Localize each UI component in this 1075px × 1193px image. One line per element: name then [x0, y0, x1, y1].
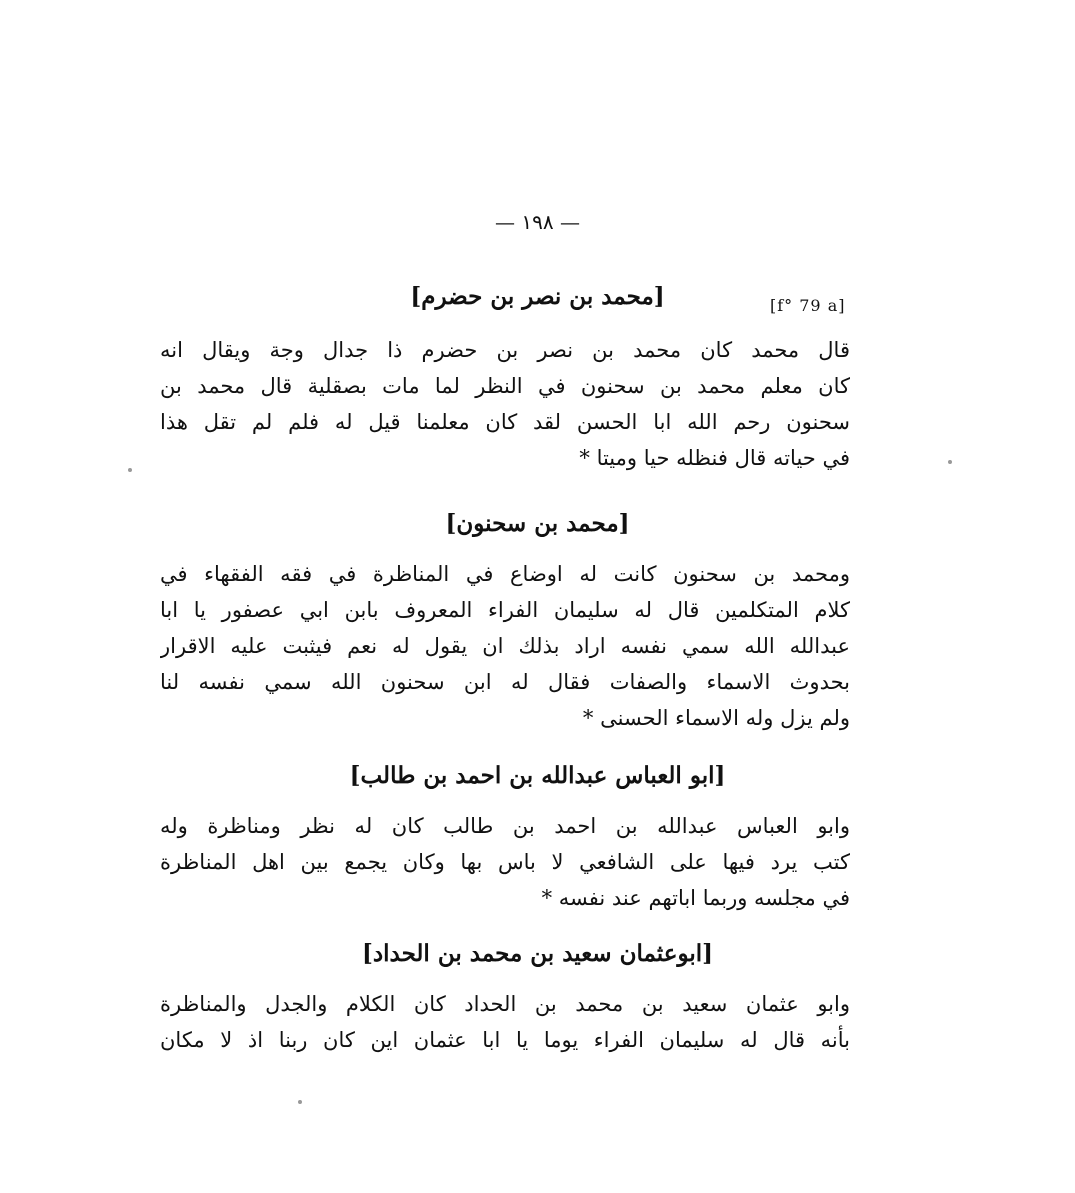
text-line: قال محمد كان محمد بن نصر بن حضرم ذا جدال وجة ويقال انه	[160, 338, 850, 362]
page-number: — ١٩٨ —	[495, 210, 580, 234]
scan-speck	[128, 468, 132, 472]
folio-reference: [f° 79 a]	[770, 296, 846, 315]
section-heading-1: [محمد بن نصر بن حضرم]	[410, 283, 665, 310]
text-line: بحدوث الاسماء والصفات فقال له ابن سحنون الله سمي نفسه لنا	[160, 670, 850, 694]
text-line: كان معلم محمد بن سحنون في النظر لما مات بصقلية قال محمد بن	[160, 374, 850, 398]
section-paragraph-1	[160, 332, 850, 476]
text-line: بأنه قال له سليمان الفراء يوما يا ابا عثمان اين كان ربنا اذ لا مكان	[160, 1028, 850, 1052]
text-line: وابو العباس عبدالله بن احمد بن طالب كان له نظر ومناظرة وله	[160, 814, 850, 838]
scan-speck	[948, 460, 952, 464]
section-heading-2: [محمد بن سحنون]	[445, 510, 630, 537]
text-line: في مجلسه وربما اباتهم عند نفسه *	[541, 886, 850, 910]
text-line: كتب يرد فيها على الشافعي لا باس بها وكان يجمع بين اهل المناظرة	[160, 850, 850, 874]
text-line: سحنون رحم الله ابا الحسن لقد كان معلمنا قيل له فلم لم تقل هذا	[160, 410, 850, 434]
text-line: ومحمد بن سحنون كانت له اوضاع في المناظرة في فقه الفقهاء في	[160, 562, 850, 586]
section-heading-4: [ابوعثمان سعيد بن محمد بن الحداد]	[361, 940, 714, 967]
section-paragraph-2	[160, 556, 850, 736]
section-heading-3: [ابو العباس عبدالله بن احمد بن طالب]	[349, 762, 726, 789]
text-line: وابو عثمان سعيد بن محمد بن الحداد كان الكلام والجدل والمناظرة	[160, 992, 850, 1016]
text-line: كلام المتكلمين قال له سليمان الفراء المعروف بابن ابي عصفور يا ابا	[160, 598, 850, 622]
text-line: ولم يزل وله الاسماء الحسنى *	[582, 706, 850, 730]
scan-speck	[298, 1100, 302, 1104]
section-paragraph-4	[160, 986, 850, 1058]
text-line: في حياته قال فنظله حيا وميتا *	[579, 446, 850, 470]
section-paragraph-3	[160, 808, 850, 916]
text-line: عبدالله الله سمي نفسه اراد بذلك ان يقول له نعم فيثبت عليه الاقرار	[160, 634, 850, 658]
